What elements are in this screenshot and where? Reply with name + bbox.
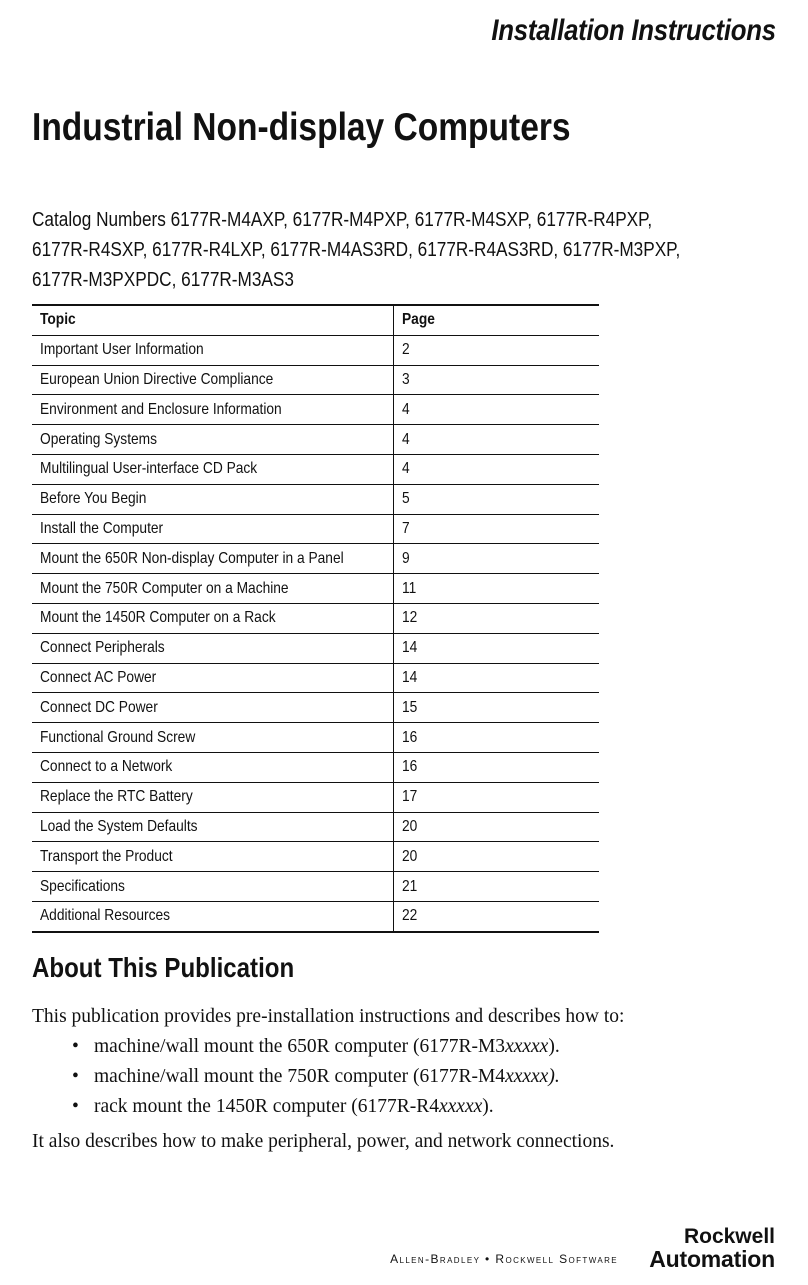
page-cell: 3 <box>394 365 599 395</box>
page-cell: 21 <box>394 872 599 902</box>
table-row <box>32 693 599 723</box>
page-cell: 7 <box>394 514 599 544</box>
table-row <box>32 782 599 812</box>
rockwell-automation-logo <box>649 1226 775 1270</box>
page-cell: 5 <box>394 484 599 514</box>
topic-cell: Before You Begin <box>32 484 394 514</box>
topic-column-header: Topic <box>32 305 394 335</box>
table-row <box>32 812 599 842</box>
topic-page-table <box>32 304 599 933</box>
topic-cell: Load the System Defaults <box>32 812 394 842</box>
logo-line: Rockwell <box>683 1225 775 1248</box>
list-item: • rack mount the 1450R computer (6177R-R4xxxxx). <box>72 1092 792 1122</box>
topic-cell: Transport the Product <box>32 842 394 872</box>
document-type-label: Installation Instructions <box>491 14 776 47</box>
page-cell: 12 <box>394 603 599 633</box>
table-row <box>32 633 599 663</box>
list-item: • machine/wall mount the 650R computer (6177R-M3xxxxx). <box>72 1032 792 1062</box>
table-row <box>32 752 599 782</box>
table-row <box>32 395 599 425</box>
catalog-line: 6177R-M3PXPDC, 6177R-M3AS3 <box>32 269 294 291</box>
table-row <box>32 901 599 931</box>
table-row <box>32 425 599 455</box>
table-row <box>32 723 599 753</box>
topic-cell: Important User Information <box>32 335 394 365</box>
section-heading: About This Publication <box>32 952 295 983</box>
page-cell: 22 <box>394 901 599 931</box>
page-title: Industrial Non-display Computers <box>32 106 571 149</box>
table-row <box>32 842 599 872</box>
page-cell: 20 <box>394 842 599 872</box>
page-cell: 16 <box>394 752 599 782</box>
topic-cell: Connect Peripherals <box>32 633 394 663</box>
topic-cell: Connect to a Network <box>32 752 394 782</box>
catalog-line: Catalog Numbers 6177R-M4AXP, 6177R-M4PXP, 6177R-M4SXP, 6177R-R4PXP, <box>32 209 653 231</box>
catalog-numbers <box>32 205 772 295</box>
table-row <box>32 603 599 633</box>
about-body <box>32 1002 792 1157</box>
table-row <box>32 544 599 574</box>
topic-cell: Mount the 650R Non-display Computer in a Panel <box>32 544 394 574</box>
topic-cell: European Union Directive Compliance <box>32 365 394 395</box>
topic-cell: Mount the 1450R Computer on a Rack <box>32 603 394 633</box>
topic-cell: Multilingual User-interface CD Pack <box>32 454 394 484</box>
page-cell: 16 <box>394 723 599 753</box>
table-row <box>32 335 599 365</box>
intro-paragraph: This publication provides pre-installation instructions and describes how to: <box>32 1006 625 1027</box>
page-cell: 4 <box>394 454 599 484</box>
brand-line: Allen-Bradley • Rockwell Software <box>390 1252 618 1266</box>
page-cell: 4 <box>394 425 599 455</box>
table-row <box>32 574 599 604</box>
topic-cell: Connect DC Power <box>32 693 394 723</box>
page-cell: 15 <box>394 693 599 723</box>
table-header-row <box>32 305 599 335</box>
page-cell: 11 <box>394 574 599 604</box>
catalog-line: 6177R-R4SXP, 6177R-R4LXP, 6177R-M4AS3RD, 6177R-R4AS3RD, 6177R-M3PXP, <box>32 239 681 261</box>
list-item: • machine/wall mount the 750R computer (6177R-M4xxxxx). <box>72 1062 792 1092</box>
page-cell: 2 <box>394 335 599 365</box>
page-cell: 14 <box>394 633 599 663</box>
topic-cell: Specifications <box>32 872 394 902</box>
table-row <box>32 663 599 693</box>
page-cell: 14 <box>394 663 599 693</box>
page-cell: 17 <box>394 782 599 812</box>
bullet-list <box>32 1032 792 1122</box>
table-row <box>32 484 599 514</box>
topic-cell: Mount the 750R Computer on a Machine <box>32 574 394 604</box>
page-cell: 20 <box>394 812 599 842</box>
table-row <box>32 454 599 484</box>
topic-cell: Functional Ground Screw <box>32 723 394 753</box>
page-cell: 9 <box>394 544 599 574</box>
topic-cell: Environment and Enclosure Information <box>32 395 394 425</box>
topic-cell: Connect AC Power <box>32 663 394 693</box>
table-row <box>32 872 599 902</box>
page-cell: 4 <box>394 395 599 425</box>
topic-cell: Additional Resources <box>32 901 394 931</box>
table-row <box>32 365 599 395</box>
logo-line: Automation <box>649 1246 775 1272</box>
topic-cell: Operating Systems <box>32 425 394 455</box>
table-row <box>32 514 599 544</box>
page-column-header: Page <box>394 305 599 335</box>
topic-cell: Install the Computer <box>32 514 394 544</box>
closing-paragraph: It also describes how to make peripheral, power, and network connections. <box>32 1131 615 1152</box>
topic-cell: Replace the RTC Battery <box>32 782 394 812</box>
